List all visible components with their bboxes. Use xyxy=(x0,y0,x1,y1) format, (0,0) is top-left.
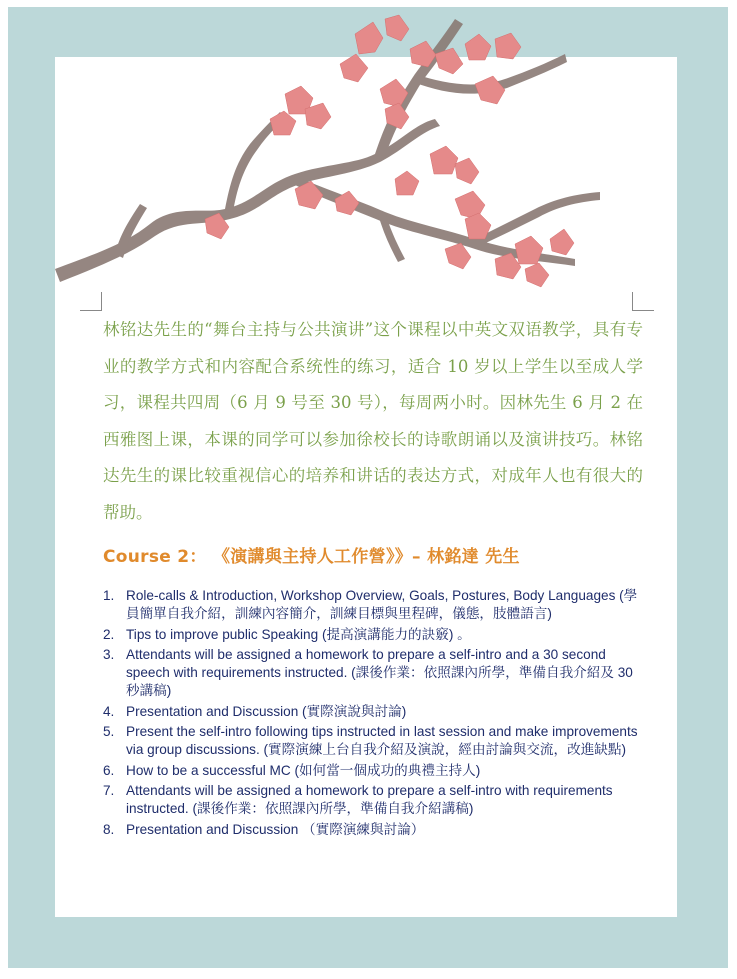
margin-crop-mark-right xyxy=(632,310,654,311)
list-item-number: 6. xyxy=(103,762,115,778)
list-item xyxy=(103,703,643,721)
list-item xyxy=(103,723,643,759)
list-item xyxy=(103,821,643,839)
list-item xyxy=(103,782,643,818)
list-item-number: 8. xyxy=(103,821,115,837)
list-item xyxy=(103,762,643,780)
list-item-text: How to be a successful MC (如何當一個成功的典禮主持人) xyxy=(126,762,481,778)
margin-crop-mark-left xyxy=(80,310,102,311)
list-item-number: 2. xyxy=(103,626,115,642)
list-item-text: Present the self-intro following tips instructed in last session and make improvements via group discussions. (實際演練上台自我介紹及演說，經由討論與交流，改進缺點) xyxy=(126,724,638,758)
list-item-text: Attendants will be assigned a homework to prepare a self-intro with requirements instructed. (課後作業：依照課內所學，準備自我介紹講稿) xyxy=(126,783,613,817)
margin-crop-mark-right xyxy=(632,292,633,310)
list-item-number: 7. xyxy=(103,783,115,799)
course-title: Course 2： 《演講與主持人工作營》》– 林銘達 先生 xyxy=(103,547,520,567)
intro-paragraph: 林铭达先生的“舞台主持与公共演讲”这个课程以中英文双语教学，具有专业的教学方式和内容配合系统性的练习，适合 10 岁以上学生以至成人学习，课程共四周（6 月 9 号至 30 号），每周两小时。因林先生 6 月 2 在西雅图上课，本课的同学可以参加徐校长的诗歌朗诵以及演讲技巧。林铭达先生的课比较重视信心的培养和讲话的表达方式，对成年人也有很大的帮助。 xyxy=(103,320,643,522)
list-item-number: 4. xyxy=(103,703,115,719)
list-item-text: Presentation and Discussion （實際演練與討論） xyxy=(126,821,425,837)
list-item-number: 3. xyxy=(103,646,115,662)
list-item-text: Attendants will be assigned a homework to prepare a self-intro and a 30 second speech with requirements instructed. (課後作業：依照課內所學，準備自我介紹及 30 秒講稿) xyxy=(126,646,633,699)
list-item-number: 1. xyxy=(103,588,115,603)
list-item xyxy=(103,626,643,644)
list-item-text: Tips to improve public Speaking (提高演講能力的訣竅) 。 xyxy=(126,626,471,642)
course-outline-list xyxy=(103,587,643,841)
list-item xyxy=(103,646,643,701)
list-item-number: 5. xyxy=(103,724,115,740)
margin-crop-mark-left xyxy=(101,292,102,311)
cherry-blossom-branch-illustration xyxy=(55,14,625,289)
list-item xyxy=(103,587,643,623)
list-item-text: Role-calls & Introduction, Workshop Overview, Goals, Postures, Body Languages (學員簡單自我介紹，訓練內容簡介，訓練目標與里程碑，儀態，肢體語言) xyxy=(126,588,638,622)
list-item-text: Presentation and Discussion (實際演說與討論) xyxy=(126,703,407,719)
